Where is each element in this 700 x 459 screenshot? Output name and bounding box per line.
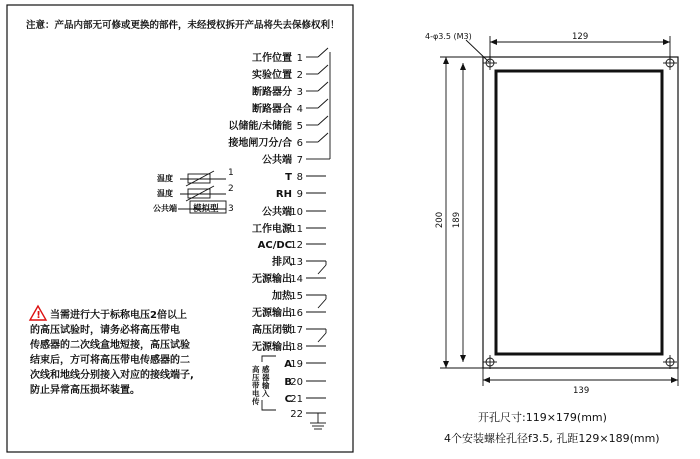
terminal-label: RH (275, 189, 292, 200)
terminal-number: 19 (290, 359, 303, 370)
hv-label-char: 压 (252, 373, 260, 382)
terminal-label: 工作位置 (252, 53, 292, 64)
hv-sensor-input (251, 356, 276, 410)
dim-arrow (443, 57, 449, 64)
dim-hole-note: 4-φ3.5 (M3) (425, 32, 472, 41)
hv-sensor-label (251, 364, 270, 406)
sensor-symbols (152, 168, 234, 214)
terminal-label: 无源输出 (252, 274, 292, 285)
notice-top: 注意：产品内部无可修或更换的部件，未经授权拆开产品将失去保修权利！ (26, 20, 340, 31)
switch-contact (318, 133, 328, 142)
terminal-number: 10 (290, 207, 303, 218)
hole-leader (466, 40, 489, 62)
mounting-holes (483, 56, 677, 369)
terminal-label: 实验位置 (252, 70, 292, 81)
terminal-label: 无源输出 (252, 342, 292, 353)
terminal-number: 5 (296, 121, 303, 132)
dim-arrow (483, 377, 490, 383)
dim-arrow (460, 63, 466, 70)
switch-contact (318, 82, 328, 91)
terminal-label: 加热 (272, 291, 292, 302)
terminal-number: 3 (296, 87, 303, 98)
terminal-label: 以储能/未储能 (228, 121, 292, 132)
terminal-label: 高压闭锁 (252, 325, 292, 336)
terminal-label: 无源输出 (252, 308, 292, 319)
relay-contact (318, 265, 326, 274)
terminal-label: 排风 (272, 257, 292, 268)
terminal-label: 断路器合 (252, 104, 292, 115)
caption-holes: 4个安装螺栓孔径f3.5, 孔距129×189(mm) (444, 432, 660, 445)
switch-contact (318, 99, 328, 108)
warning-line: 当需进行大于标称电压2倍以上 (50, 310, 187, 321)
terminal-number: 22 (290, 409, 303, 420)
terminal-number: 14 (290, 274, 303, 285)
terminal-label: B (284, 377, 292, 388)
terminal-number: 21 (290, 394, 303, 405)
terminal-block (227, 48, 330, 429)
mounting-drawing (425, 32, 678, 445)
terminal-label: T (285, 172, 292, 183)
sensor-temp1-label: 温度 (157, 174, 173, 183)
terminal-label: AC/DC (257, 240, 292, 251)
hv-label-char: 输 (262, 381, 270, 390)
terminal-number: 1 (296, 53, 303, 64)
switch-contact (318, 116, 328, 125)
sensor-pin3: 3 (228, 204, 234, 214)
terminal-number: 7 (296, 155, 303, 166)
inner-cutout (496, 71, 662, 354)
outer-frame (483, 57, 678, 368)
hv-bracket-bottom (262, 400, 276, 410)
relay-contact (318, 333, 326, 342)
dim-arrow (671, 377, 678, 383)
hv-label-char: 电 (252, 389, 260, 398)
warning-line: 的高压试验时，请务必将高压带电 (30, 325, 180, 336)
dim-bottom-width: 139 (573, 386, 590, 396)
dim-inner-height: 189 (452, 211, 462, 229)
hv-label-char: 带 (252, 381, 260, 390)
dim-outer-height: 200 (435, 211, 445, 229)
warning-block (29, 306, 194, 396)
switch-contact (318, 48, 328, 57)
terminal-number: 18 (290, 342, 303, 353)
terminal-label: 接地闸刀分/合 (228, 138, 292, 149)
hv-label-char: 传 (252, 397, 260, 406)
sensor-pin1: 1 (228, 168, 234, 178)
hv-label-char: 高 (252, 365, 260, 374)
sensor-pin2: 2 (228, 184, 234, 194)
dim-arrow (490, 39, 497, 45)
warning-exclaim-icon: ! (36, 310, 41, 321)
dim-arrow (460, 355, 466, 362)
terminal-label: A (284, 359, 292, 370)
terminal-label: 工作电源 (252, 224, 292, 235)
terminal-number: 15 (290, 291, 303, 302)
caption-cutout: 开孔尺寸:119×179(mm) (478, 411, 607, 424)
terminal-label: C (284, 394, 292, 405)
terminal-number: 17 (290, 325, 303, 336)
warning-line: 结束后，方可将高压带电传感器的二 (30, 355, 190, 366)
terminal-number: 13 (290, 257, 303, 268)
terminal-number: 20 (290, 377, 303, 388)
terminal-number: 12 (290, 240, 303, 251)
terminal-number: 9 (296, 189, 303, 200)
sensor-model-label: 模拟型 (193, 204, 219, 214)
terminal-label: 公共端 (262, 155, 292, 166)
hv-label-char: 感 (262, 365, 270, 374)
terminal-number: 4 (296, 104, 303, 115)
terminal-number: 16 (290, 308, 303, 319)
warning-text (29, 308, 194, 396)
sensor-temp2-label: 温度 (157, 189, 173, 198)
sensor-common-label: 公共端 (153, 204, 177, 213)
terminal-number: 2 (296, 70, 303, 81)
terminal-number: 11 (290, 224, 303, 235)
terminal-number: 8 (296, 172, 303, 183)
dim-arrow (663, 39, 670, 45)
terminal-number: 6 (296, 138, 303, 149)
switch-contact (318, 65, 328, 74)
terminal-label: 断路器分 (252, 87, 292, 98)
hv-label-char: 入 (262, 389, 270, 398)
dim-top-width: 129 (572, 32, 589, 42)
warning-line: 防止异常高压损坏装置。 (30, 385, 140, 396)
relay-contact (318, 299, 326, 308)
hv-bracket-top (262, 356, 276, 362)
hv-label-char: 器 (262, 373, 270, 382)
warning-line: 次线和地线分别接入对应的接线端子, (30, 370, 194, 381)
warning-line: 传感器的二次线盒地短接，高压试验 (30, 340, 190, 351)
dim-arrow (443, 361, 449, 368)
terminal-label: 公共端 (262, 207, 292, 218)
